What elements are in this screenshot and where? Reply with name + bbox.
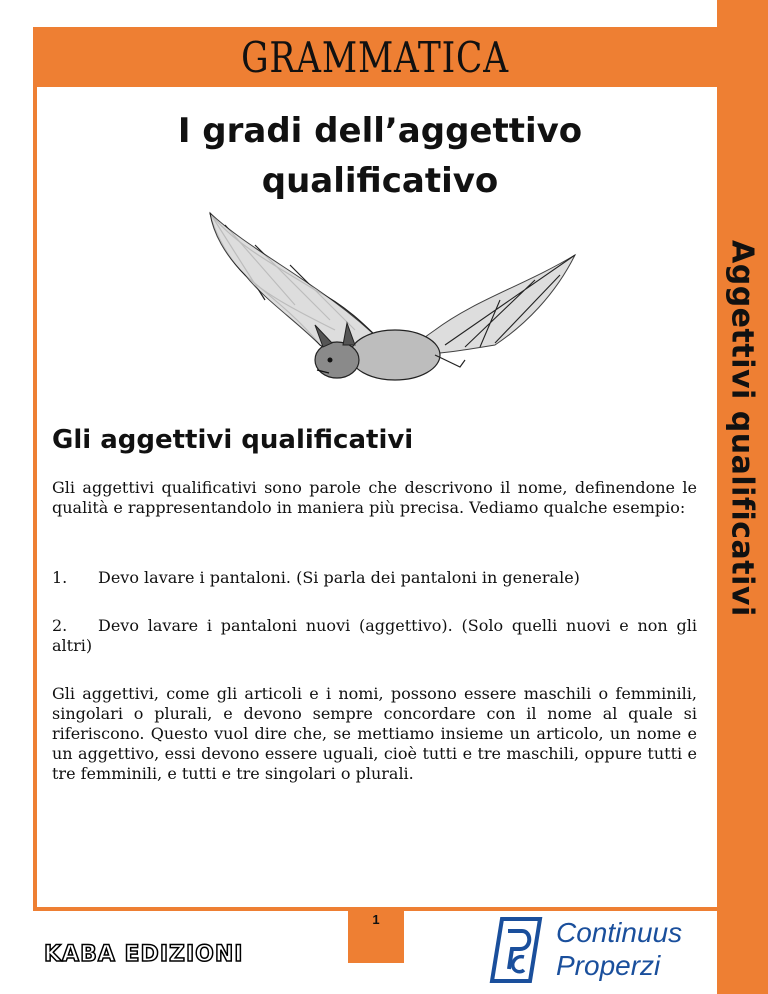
page-number: 1 xyxy=(372,912,380,927)
section-title: Gli aggettivi qualificativi xyxy=(52,425,414,455)
list-item xyxy=(52,568,697,588)
continuus-properzi-logo-icon xyxy=(488,915,544,985)
brand-name xyxy=(556,916,682,982)
list-item-number: 1. xyxy=(52,568,68,587)
list-item xyxy=(52,616,697,656)
subject-heading: GRAMMATICA xyxy=(241,33,509,82)
brand-line-2: Properzi xyxy=(556,950,661,981)
intro-paragraph: Gli aggettivi qualificativi sono parole che descrivono il nome, definendone le qualità e rappresentandolo in maniera più precisa. Vediamo qualche esempio: xyxy=(52,478,697,517)
list-item-number: 2. xyxy=(52,616,68,635)
publisher-logo: KABA EDIZIONI xyxy=(44,942,244,967)
header-band xyxy=(33,27,717,87)
brand-line-1: Continuus xyxy=(556,917,683,948)
list-item-text: Devo lavare i pantaloni. (Si parla dei pantaloni in generale) xyxy=(98,568,580,587)
page-title: I gradi dell’aggettivo qualificativo xyxy=(177,111,583,201)
left-border xyxy=(33,87,37,907)
list-item-text: Devo lavare i pantaloni nuovi (aggettivo). (Solo quelli nuovi e non gli altri) xyxy=(52,616,697,655)
explanation-paragraph: Gli aggettivi, come gli articoli e i nomi, possono essere maschili o femminili, singolari o plurali, e devono sempre concordare con il nome al quale si riferiscono. Questo vuol dire che, se mettiamo insieme un articolo, un nome e un aggettivo, essi devono essere uguali, cioè tutti e tre maschili, oppure tutti e tre femminili, e tutti e tre singolari o plurali. xyxy=(52,684,697,783)
bat-illustration xyxy=(195,205,585,405)
